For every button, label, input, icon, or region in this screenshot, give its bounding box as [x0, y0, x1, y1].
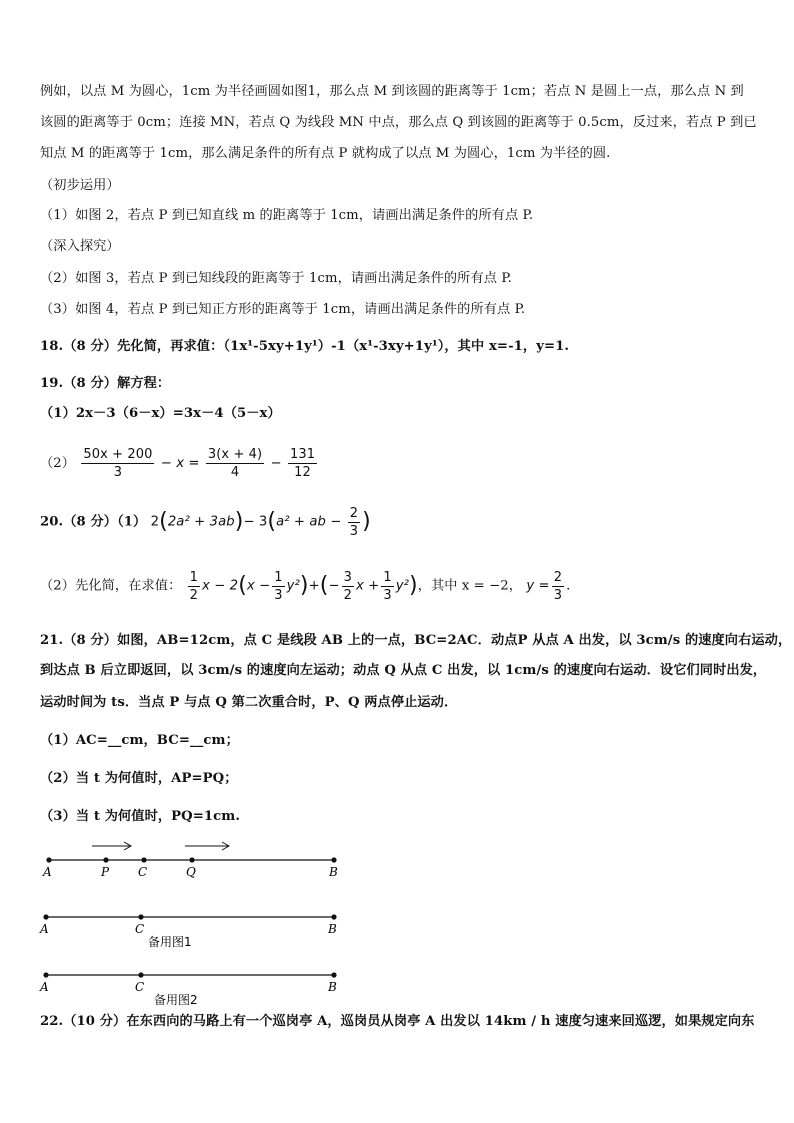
fraction-numerator: 3(x + 4) — [207, 447, 263, 462]
q20-fraction — [348, 505, 360, 540]
fraction-numerator: 2 — [553, 569, 563, 585]
fraction-denominator: 3 — [274, 587, 283, 603]
point-b — [331, 914, 336, 919]
q20-expr-c: − 3 — [243, 514, 268, 530]
fraction-denominator: 2 — [343, 587, 352, 603]
q21-backup-figure-1 — [0, 900, 794, 952]
fraction-denominator: 3 — [349, 523, 359, 539]
point-c — [138, 972, 143, 977]
q20-term-10: . — [566, 578, 571, 594]
point-a — [43, 914, 48, 919]
paren-open: ( — [267, 509, 277, 534]
q20-frac-2 — [272, 569, 284, 604]
q22-text: 22.（10 分）在东西向的马路上有一个巡岗亭 A，巡岗员从岗亭 A 出发以 14km / h 速度匀速来回巡逻，如果规定向东 — [40, 1014, 755, 1029]
q19-fraction-3 — [288, 446, 317, 481]
label-b: B — [328, 922, 337, 936]
paren-close: ) — [409, 573, 418, 598]
section-deep-explore: （深入探究） — [40, 239, 120, 254]
q20-term-9: y = — [526, 578, 550, 594]
q20-frac-3 — [342, 569, 354, 604]
fraction-numerator: 1 — [274, 569, 283, 585]
q20-term-8: ，其中 x = −2， — [417, 578, 523, 594]
q20-frac-1 — [188, 569, 200, 604]
point-p — [103, 857, 108, 862]
q21-part-1: （1）AC=__cm，BC=__cm； — [40, 733, 239, 748]
label-a: A — [40, 922, 49, 936]
point-b — [331, 972, 336, 977]
paren-close: ) — [362, 509, 371, 534]
q21-line-2: 到达点 B 后立即返回，以 3cm/s 的速度向左运动；动点 Q 从点 C 出发，以 1cm/s 的速度向右运动．设它们同时出发， — [40, 663, 767, 678]
label-p: P — [101, 865, 110, 879]
q19-mid-2: − — [270, 456, 282, 471]
q19-fraction-2 — [206, 446, 264, 481]
intro-line-2: 该圆的距离等于 0cm；连接 MN，若点 Q 为线段 MN 中点，那么点 Q 到该圆的距离等于 0.5cm，反过来，若点 P 到已 — [40, 115, 757, 130]
backup-figure-caption: 备用图2 — [154, 993, 198, 1007]
label-a: A — [43, 865, 52, 879]
backup-figure-caption: 备用图1 — [148, 935, 192, 949]
fraction-denominator: 12 — [294, 465, 311, 480]
q20-term-5: − — [328, 578, 340, 594]
point-q — [189, 857, 194, 862]
q20-expr-b: 2a² + 3ab — [167, 514, 235, 530]
point-c — [138, 914, 143, 919]
q20-term-4: + — [308, 578, 320, 594]
q20-part-2-label: （2）先化简，在求值： — [40, 578, 182, 594]
fraction-denominator: 3 — [113, 465, 123, 480]
q20-frac-5 — [552, 569, 564, 604]
q19-part-2 — [40, 444, 760, 484]
q21-line-1: 21.（8 分）如图，AB=12cm，点 C 是线段 AB 上的一点，BC=2AC．动点P 从点 A 出发，以 3cm/s 的速度向右运动， — [40, 633, 792, 648]
intro-line-1: 例如，以点 M 为圆心，1cm 为半径画圆如图1，那么点 M 到该圆的距离等于 1cm；若点 N 是圆上一点，那么点 N 到 — [40, 84, 744, 99]
q21-part-2: （2）当 t 为何值时，AP=PQ； — [40, 771, 238, 786]
section-preliminary: （初步运用） — [40, 178, 120, 193]
fraction-denominator: 2 — [189, 587, 199, 603]
q21-figure-main — [0, 830, 794, 886]
point-c — [141, 857, 146, 862]
fraction-numerator: 1 — [189, 569, 199, 585]
q19-fraction-1 — [81, 446, 154, 481]
fraction-numerator: 50x + 200 — [83, 447, 153, 462]
q21-part-3: （3）当 t 为何值时，PQ=1cm. — [40, 809, 241, 824]
q19-title: 19.（8 分）解方程： — [40, 376, 171, 391]
q20-frac-4 — [381, 569, 393, 604]
q17-part-2: （2）如图 3，若点 P 到已知线段的距离等于 1cm，请画出满足条件的所有点 P. — [40, 271, 512, 286]
q20-term-6: x + — [355, 578, 380, 594]
fraction-numerator: 3 — [343, 569, 352, 585]
paren-close: ) — [234, 509, 244, 534]
point-a — [46, 857, 51, 862]
fraction-denominator: 4 — [230, 465, 240, 480]
label-q: Q — [186, 865, 196, 879]
q19-part-2-label: （2） — [40, 456, 76, 471]
q20-part-1 — [40, 502, 760, 542]
q20-term-2: x − — [246, 578, 271, 594]
q20-title: 20.（8 分）（1） — [40, 514, 147, 530]
q20-part-2 — [40, 564, 760, 608]
fraction-numerator: 1 — [383, 569, 392, 585]
label-b: B — [328, 980, 337, 994]
label-c: C — [138, 865, 148, 879]
q21-backup-figure-2 — [0, 958, 794, 1008]
q19-mid-1: − x = — [160, 456, 200, 471]
label-c: C — [135, 922, 145, 936]
q18-text: 18.（8 分）先化简，再求值：（1x¹-5xy+1y¹）-1（x¹-3xy+1y¹），其中 x=-1，y=1. — [40, 339, 570, 354]
q21-line-3: 运动时间为 ts．当点 P 与点 Q 第二次重合时，P、Q 两点停止运动． — [40, 695, 458, 710]
point-b — [331, 857, 336, 862]
paren-open: ( — [238, 573, 247, 598]
fraction-numerator: 131 — [289, 447, 316, 462]
q17-part-1: （1）如图 2，若点 P 到已知直线 m 的距离等于 1cm，请画出满足条件的所有点 P. — [40, 208, 534, 223]
paren-close: ) — [299, 573, 309, 598]
intro-line-3: 知点 M 的距离等于 1cm，那么满足条件的所有点 P 就构成了以点 M 为圆心，1cm 为半径的圆. — [40, 146, 611, 161]
q20-term-1: x − 2 — [202, 578, 239, 594]
q17-part-3: （3）如图 4，若点 P 到已知正方形的距离等于 1cm，请画出满足条件的所有点 P. — [40, 302, 526, 317]
fraction-numerator: 2 — [349, 505, 359, 521]
q20-expr-a: 2 — [150, 514, 160, 530]
label-a: A — [40, 980, 49, 994]
label-c: C — [135, 980, 145, 994]
point-a — [43, 972, 48, 977]
fraction-denominator: 3 — [553, 587, 563, 603]
q19-part-1: （1）2x－3（6－x）=3x－4（5－x） — [40, 406, 281, 421]
paren-open: ( — [319, 573, 329, 598]
q20-term-7: y² — [395, 578, 409, 594]
paren-open: ( — [159, 509, 168, 534]
q20-expr-d: a² + ab − — [276, 514, 342, 530]
fraction-denominator: 3 — [383, 587, 392, 603]
label-b: B — [329, 865, 338, 879]
q20-term-3: y² — [286, 578, 300, 594]
